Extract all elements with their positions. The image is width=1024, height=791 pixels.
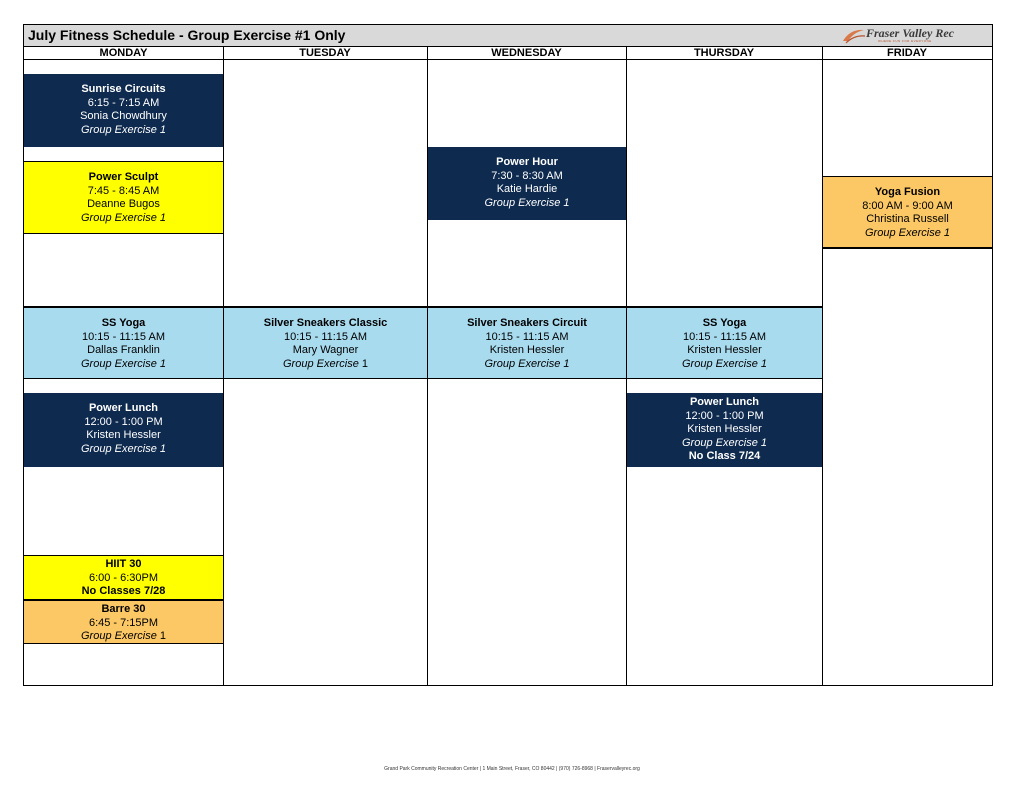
class-block-power-hour[interactable] (428, 147, 626, 220)
logo-tagline: WHERE FUN FOR EVERYONE (878, 39, 932, 43)
class-time: 10:15 - 11:15 AM (284, 330, 367, 343)
logo-text: Fraser Valley Rec (866, 26, 954, 40)
class-block-ss-yoga-monday[interactable] (24, 308, 223, 378)
class-block-power-sculpt[interactable] (24, 161, 223, 234)
class-location: Group Exercise 1 (81, 357, 166, 370)
day-header-monday: MONDAY (24, 47, 223, 60)
day-header-wednesday: WEDNESDAY (427, 47, 626, 60)
class-block-silver-sneakers-circuit[interactable] (428, 308, 626, 378)
class-block-ss-yoga-thursday[interactable] (627, 308, 822, 378)
class-note: No Classes 7/28 (81, 585, 166, 597)
class-block-power-lunch-thursday[interactable] (627, 393, 822, 467)
footer-address: Grand Park Community Recreation Center | 1 Main Street, Fraser, CO 80442 | (970) 726-8968 | Fraservalleyrec.org (384, 766, 640, 772)
section-divider (823, 248, 992, 249)
class-note: No Class 7/24 (688, 450, 761, 462)
class-name: Silver Sneakers Classic (263, 317, 388, 329)
class-name: Yoga Fusion (874, 186, 941, 198)
page-title: July Fitness Schedule - Group Exercise #1 Only (28, 27, 346, 43)
class-location: Group Exercise 1 (81, 442, 166, 455)
class-block-silver-sneakers-classic[interactable] (224, 308, 427, 378)
class-block-sunrise-circuits[interactable] (24, 74, 223, 147)
class-name: Silver Sneakers Circuit (467, 317, 587, 329)
section-divider (24, 378, 823, 379)
class-instructor: Kristen Hessler (86, 429, 161, 441)
class-location: Group Exercise 1 (865, 226, 950, 239)
class-location-number: 1 (156, 630, 166, 642)
class-time: 10:15 - 11:15 AM (683, 330, 766, 343)
class-instructor: Mary Wagner (292, 344, 359, 356)
class-name: HIIT 30 (105, 558, 142, 570)
class-instructor: Christina Russell (866, 213, 949, 225)
class-location: Group Exercise (81, 630, 157, 642)
class-name: Power Hour (496, 156, 558, 168)
class-name: SS Yoga (101, 317, 146, 329)
class-time: 10:15 - 11:15 AM (485, 330, 569, 343)
class-location: Group Exercise 1 (81, 211, 166, 224)
day-header-friday: FRIDAY (822, 47, 992, 60)
class-instructor: Deanne Bugos (87, 198, 160, 210)
swoosh-icon (842, 27, 866, 44)
class-time: 6:45 - 7:15PM (88, 616, 159, 629)
class-location-line (224, 358, 427, 372)
class-block-hiit-30[interactable] (24, 555, 223, 600)
class-location: Group Exercise 1 (682, 436, 767, 449)
class-name: Power Sculpt (88, 171, 159, 183)
class-time: 6:15 - 7:15 AM (87, 96, 160, 109)
class-instructor: Katie Hardie (496, 183, 558, 195)
class-instructor: Dallas Franklin (87, 344, 160, 356)
fraser-valley-rec-logo (842, 26, 958, 45)
class-location: Group Exercise 1 (484, 357, 570, 370)
class-location: Group Exercise 1 (682, 357, 767, 370)
class-block-power-lunch-monday[interactable] (24, 393, 223, 467)
class-time: 12:00 - 1:00 PM (685, 409, 764, 422)
class-location-number: 1 (358, 357, 368, 370)
class-location-line (24, 630, 223, 644)
class-name: Sunrise Circuits (81, 83, 166, 95)
class-instructor: Kristen Hessler (687, 423, 762, 435)
class-time: 8:00 AM - 9:00 AM (862, 199, 953, 212)
class-time: 12:00 - 1:00 PM (84, 415, 163, 428)
title-bar (24, 25, 992, 47)
class-time: 6:00 - 6:30PM (88, 571, 159, 584)
class-instructor: Kristen Hessler (687, 344, 762, 356)
class-name: Power Lunch (88, 402, 159, 414)
day-header-tuesday: TUESDAY (223, 47, 427, 60)
class-block-barre-30[interactable] (24, 600, 223, 644)
class-instructor: Kristen Hessler (489, 344, 565, 356)
class-time: 7:30 - 8:30 AM (491, 169, 563, 182)
class-name: Barre 30 (101, 603, 146, 615)
class-name: SS Yoga (702, 317, 747, 329)
schedule-sheet (23, 24, 993, 686)
day-header-thursday: THURSDAY (626, 47, 822, 60)
class-location: Group Exercise 1 (81, 123, 166, 136)
class-block-yoga-fusion[interactable] (823, 176, 992, 248)
class-time: 7:45 - 8:45 AM (87, 184, 160, 197)
class-instructor: Sonia Chowdhury (80, 110, 167, 122)
class-name: Power Lunch (689, 396, 760, 408)
column-divider (822, 47, 823, 685)
class-time: 10:15 - 11:15 AM (82, 330, 165, 343)
class-location: Group Exercise 1 (484, 196, 570, 209)
class-location: Group Exercise (283, 357, 359, 370)
